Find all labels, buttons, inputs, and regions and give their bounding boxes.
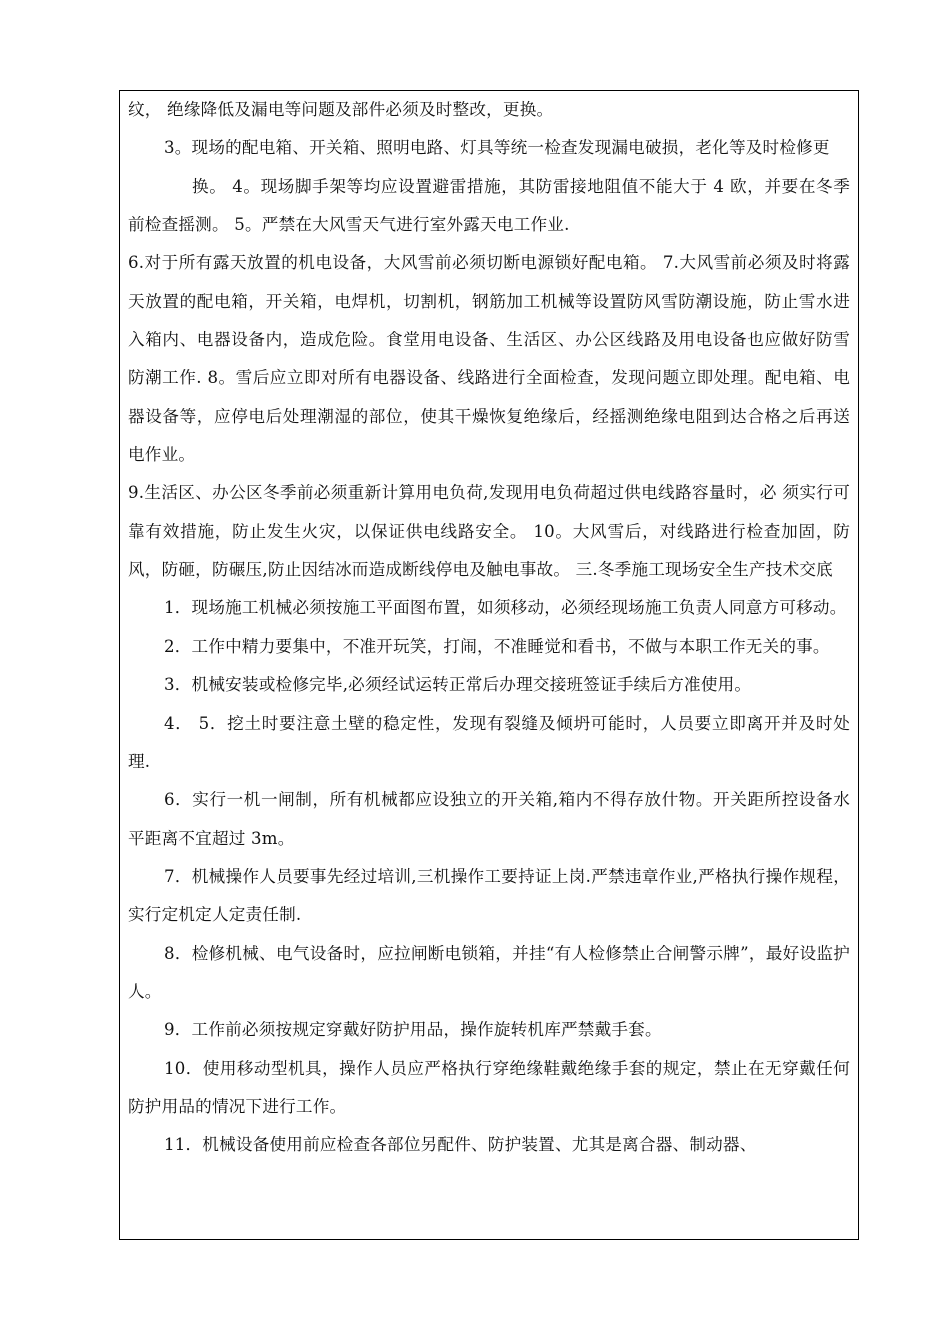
paragraph-2: 3。现场的配电箱、开关箱、照明电路、灯具等统一检查发现漏电破损，老化等及时检修更 bbox=[164, 138, 830, 158]
paragraph-11: 7．机械操作人员要事先经过培训,三机操作工要持证上岗.严禁违章作业,严格执行操作规程，实行定机定人定责任制. bbox=[128, 866, 850, 925]
paragraph-3: 换。 4。现场脚手架等均应设置避雷措施，其防雷接地阻值不能大于 4 欧，并要在冬季前检查摇测。 5。严禁在大风雪天气进行室外露天电工作业. bbox=[128, 176, 850, 235]
paragraph-4: 6.对于所有露天放置的机电设备，大风雪前必须切断电源锁好配电箱。 7.大风雪前必须及时将露天放置的配电箱，开关箱，电焊机，切割机，钢筋加工机械等设置防风雪防潮设施，防止雪水进入箱内、电器设备内，造成危险。食堂用电设备、生活区、办公区线路及用电设备也应做好防雪防潮工作. 8。雪后应立即对所有电器设备、线路进行全面检查，发现问题立即处理。配电箱、电器设备等，应停电后处理潮湿的部位，使其干燥恢复绝缘后，经摇测绝缘电阻到达合格之后再送电作业。 bbox=[128, 253, 850, 465]
document-body bbox=[128, 91, 850, 1165]
paragraph-10: 6．实行一机一闸制，所有机械都应设独立的开关箱,箱内不得存放什物。开关距所控设备水平距离不宜超过 3m。 bbox=[128, 790, 850, 848]
document-table-cell bbox=[119, 90, 859, 1240]
paragraph-15: 11．机械设备使用前应检查各部位另配件、防护装置、尤其是离合器、制动器、 bbox=[164, 1135, 757, 1155]
paragraph-8: 3．机械安装或检修完毕,必须经试运转正常后办理交接班签证手续后方准使用。 bbox=[164, 675, 752, 695]
paragraph-14: 10．使用移动型机具，操作人员应严格执行穿绝缘鞋戴绝缘手套的规定，禁止在无穿戴任何防护用品的情况下进行工作。 bbox=[128, 1058, 850, 1116]
paragraph-7: 2．工作中精力要集中，不准开玩笑，打闹，不准睡觉和看书，不做与本职工作无关的事。 bbox=[164, 636, 830, 656]
paragraph-9: 4． 5．挖土时要注意土壁的稳定性，发现有裂缝及倾坍可能时，人员要立即离开并及时处理. bbox=[128, 713, 850, 771]
paragraph-5: 9.生活区、办公区冬季前必须重新计算用电负荷,发现用电负荷超过供电线路容量时，必 须实行可靠有效措施，防止发生火灾，以保证供电线路安全。 10。大风雪后，对线路进行检查加固，防风，防砸，防碾压,防止因结冰而造成断线停电及触电事故。 三.冬季施工现场安全生产技术交底 bbox=[128, 483, 850, 580]
paragraph-13: 9．工作前必须按规定穿戴好防护用品，操作旋转机库严禁戴手套。 bbox=[164, 1020, 662, 1040]
paragraph-12: 8．检修机械、电气设备时，应拉闸断电锁箱，并挂“有人检修禁止合闸警示牌”，最好设监护人。 bbox=[128, 943, 850, 1001]
paragraph-1: 纹， 绝缘降低及漏电等问题及部件必须及时整改，更换。 bbox=[128, 100, 554, 119]
paragraph-6: 1．现场施工机械必须按施工平面图布置，如须移动，必须经现场施工负责人同意方可移动。 bbox=[164, 598, 847, 618]
